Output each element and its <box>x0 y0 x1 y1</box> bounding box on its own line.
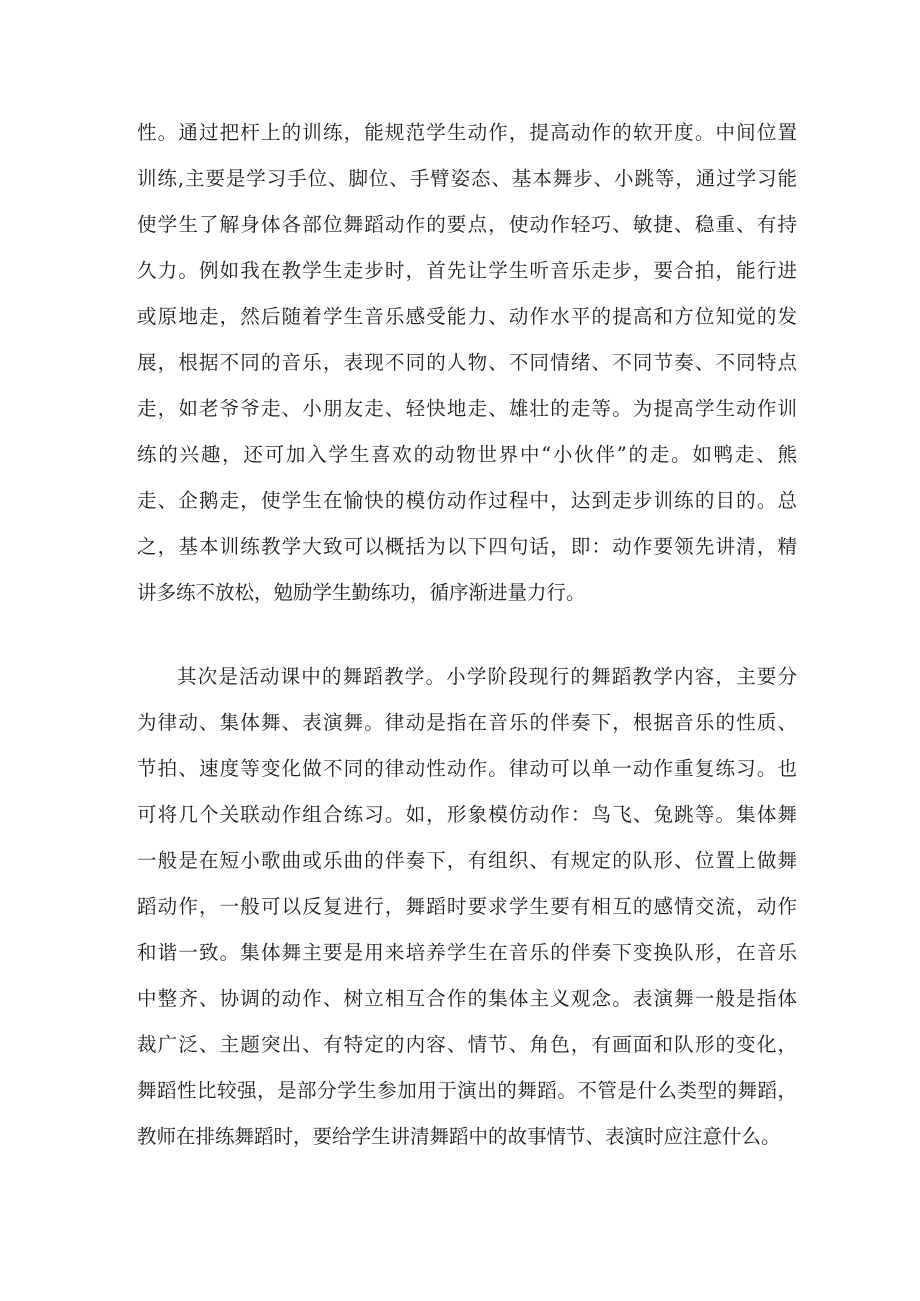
text-line: 久力。例如我在教学生走步时，首先让学生听音乐走步，要合拍，能行进 <box>137 259 797 282</box>
text-line: 性。通过把杆上的训练，能规范学生动作，提高动作的软开度。中间位置 <box>137 121 797 144</box>
text-line: 教师在排练舞蹈时，要给学生讲清舞蹈中的故事情节、表演时应注意什么。 <box>137 1125 781 1148</box>
text-line: 走，如老爷爷走、小朋友走、轻快地走、雄壮的走等。为提高学生动作训 <box>137 397 797 420</box>
text-line: 中整齐、协调的动作、树立相互合作的集体主义观念。表演舞一般是指体 <box>137 987 797 1010</box>
paragraph-1 <box>137 110 797 616</box>
paragraph-2 <box>137 654 797 1160</box>
text-line: 节拍、速度等变化做不同的律动性动作。律动可以单一动作重复练习。也 <box>137 757 797 780</box>
text-line: 可将几个关联动作组合练习。如，形象模仿动作：鸟飞、兔跳等。集体舞 <box>137 803 797 826</box>
text-line: 舞蹈性比较强，是部分学生参加用于演出的舞蹈。不管是什么类型的舞蹈， <box>137 1079 797 1102</box>
text-line: 走、企鹅走，使学生在愉快的模仿动作过程中，达到走步训练的目的。总 <box>137 489 797 512</box>
text-line: 展，根据不同的音乐，表现不同的人物、不同情绪、不同节奏、不同特点 <box>137 351 797 374</box>
text-line: 其次是活动课中的舞蹈教学。小学阶段现行的舞蹈教学内容，主要分 <box>177 665 797 688</box>
text-line: 使学生了解身体各部位舞蹈动作的要点，使动作轻巧、敏捷、稳重、有持 <box>137 213 797 236</box>
text-line: 或原地走，然后随着学生音乐感受能力、动作水平的提高和方位知觉的发 <box>137 305 797 328</box>
text-line: 和谐一致。集体舞主要是用来培养学生在音乐的伴奏下变换队形，在音乐 <box>137 941 797 964</box>
text-line: 训练,主要是学习手位、脚位、手臂姿态、基本舞步、小跳等，通过学习能 <box>137 167 797 190</box>
text-line: 为律动、集体舞、表演舞。律动是指在音乐的伴奏下，根据音乐的性质、 <box>137 711 797 734</box>
text-line: 讲多练不放松，勉励学生勤练功，循序渐进量力行。 <box>137 581 586 604</box>
text-line: 一般是在短小歌曲或乐曲的伴奏下，有组织、有规定的队形、位置上做舞 <box>137 849 797 872</box>
text-line: 裁广泛、主题突出、有特定的内容、情节、角色，有画面和队形的变化， <box>137 1033 797 1056</box>
text-line: 蹈动作，一般可以反复进行，舞蹈时要求学生要有相互的感情交流，动作 <box>137 895 797 918</box>
text-line: 练的兴趣，还可加入学生喜欢的动物世界中“小伙伴”的走。如鸭走、熊 <box>137 443 797 466</box>
text-line: 之，基本训练教学大致可以概括为以下四句话，即：动作要领先讲清，精 <box>137 535 797 558</box>
